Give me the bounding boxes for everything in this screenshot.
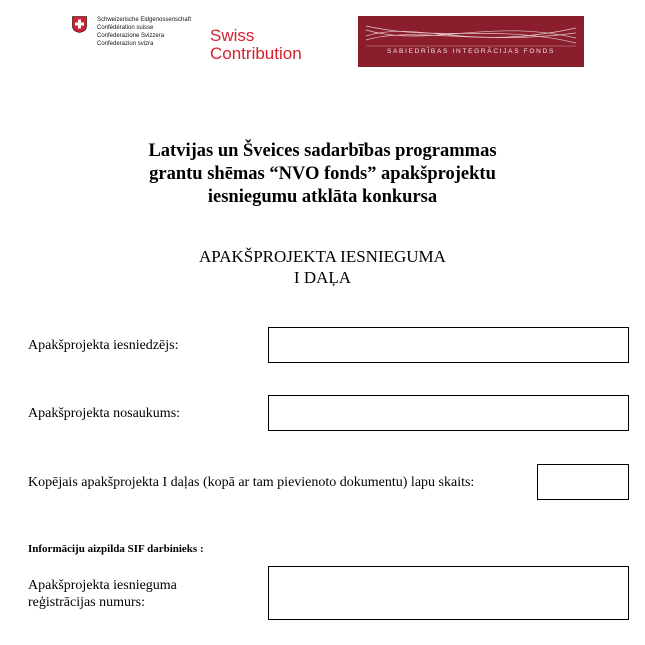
page-title xyxy=(0,140,645,209)
confederation-line-rm: Confederaziun svizra xyxy=(97,41,154,47)
registration-label-line-1: Apakšprojekta iesnieguma xyxy=(28,578,177,593)
submitter-label: Apakšprojekta iesniedzējs: xyxy=(28,338,179,353)
staff-note: Informāciju aizpilda SIF darbinieks : xyxy=(28,543,204,555)
swiss-contribution-line1: Swiss xyxy=(210,26,255,45)
title-line-1: Latvijas un Šveices sadarbības programmas xyxy=(148,141,497,161)
subtitle-line-1: APAKŠPROJEKTA IESNIEGUMA xyxy=(199,247,446,266)
page-subtitle xyxy=(0,246,645,288)
title-line-2: grantu shēmas “NVO fonds” apakšprojektu xyxy=(149,164,496,184)
subtitle-line-2: I DAĻA xyxy=(293,268,352,287)
project-name-field[interactable] xyxy=(268,395,629,431)
confederation-line-de: Schweizerische Eidgenossenschaft xyxy=(97,17,192,23)
swiss-contribution-logo xyxy=(210,27,302,63)
sif-logo-text: SABIEDRĪBAS INTEGRĀCIJAS FONDS xyxy=(386,48,556,55)
title-line-3: iesniegumu atklāta konkursa xyxy=(207,187,438,207)
confederation-line-it: Confederazione Svizzera xyxy=(97,33,165,39)
swiss-confederation-logo xyxy=(72,16,202,52)
sif-wave-icon xyxy=(358,16,584,67)
submitter-field[interactable] xyxy=(268,327,629,363)
registration-number-label xyxy=(28,577,177,611)
registration-number-field[interactable] xyxy=(268,566,629,620)
page-count-field[interactable] xyxy=(537,464,629,500)
project-name-label: Apakšprojekta nosaukums: xyxy=(28,406,181,421)
confederation-names xyxy=(97,16,191,48)
swiss-flag-icon xyxy=(72,16,87,33)
registration-label-line-2: reģistrācijas numurs: xyxy=(28,595,146,610)
page-count-label: Kopējais apakšprojekta I daļas (kopā ar tam pievienoto dokumentu) lapu skaits: xyxy=(28,475,475,490)
confederation-line-fr: Confédération suisse xyxy=(97,25,154,31)
swiss-contribution-line2: Contribution xyxy=(210,44,302,63)
sif-logo xyxy=(358,16,584,67)
